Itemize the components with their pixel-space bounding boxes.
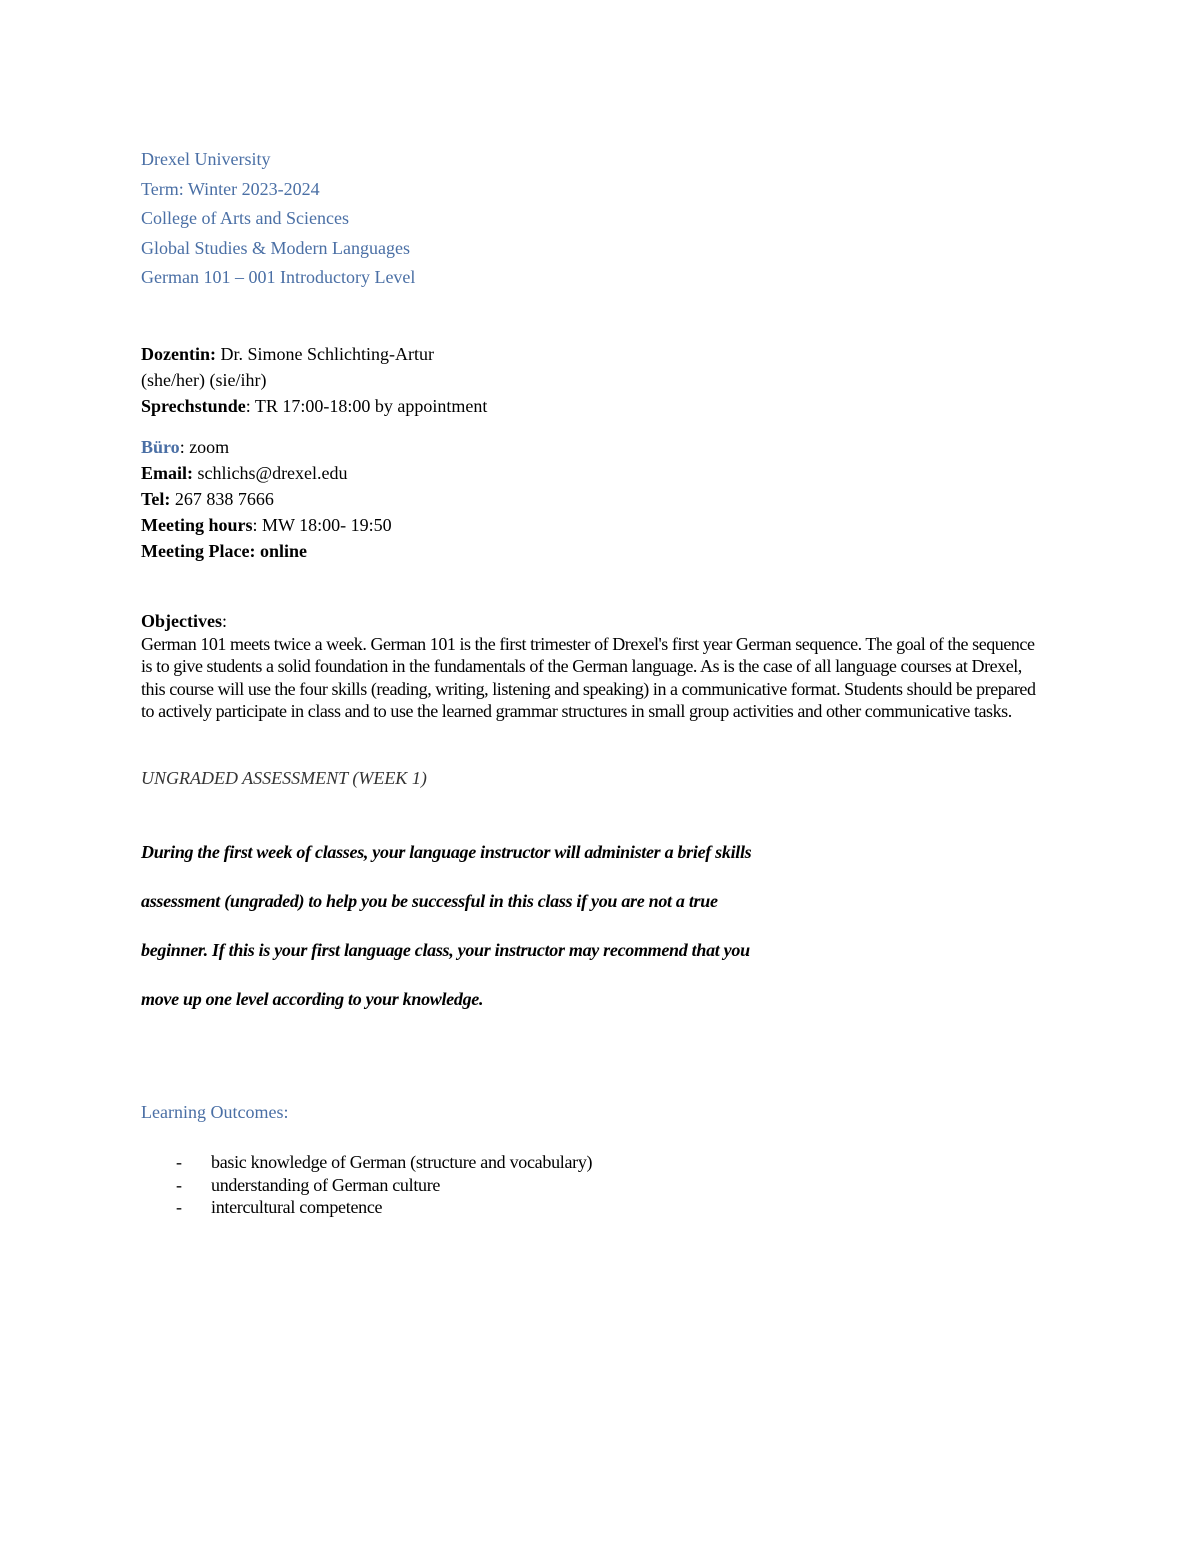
- objectives-heading: [141, 610, 1046, 633]
- office-line: [141, 434, 392, 460]
- objectives-colon: :: [221, 611, 227, 631]
- tel-line: [141, 486, 392, 512]
- assessment-paragraph: [141, 838, 901, 1034]
- meeting-place-line: [141, 538, 392, 564]
- office-value: : zoom: [179, 437, 230, 457]
- objectives-section: [141, 610, 1046, 723]
- ungraded-assessment-title: UNGRADED ASSESSMENT (WEEK 1): [141, 768, 427, 788]
- list-item: [176, 1174, 592, 1197]
- list-item: [176, 1151, 592, 1174]
- tel-value: 267 838 7666: [170, 489, 274, 509]
- email-label: Email:: [141, 463, 193, 483]
- department-name: Global Studies & Modern Languages: [141, 237, 410, 258]
- assessment-line: move up one level according to your knowledge.: [141, 989, 484, 1009]
- meeting-hours-label: Meeting hours: [141, 515, 253, 535]
- instructor-info: [141, 341, 487, 419]
- objectives-label: Objectives: [141, 611, 222, 631]
- list-item-text: intercultural competence: [211, 1197, 383, 1218]
- tel-label: Tel:: [141, 489, 171, 509]
- list-bullet: -: [176, 1152, 182, 1172]
- learning-outcomes-list: [176, 1151, 592, 1219]
- instructor-line: [141, 341, 487, 367]
- university-name: Drexel University: [141, 149, 271, 169]
- instructor-pronouns: (she/her) (sie/ihr): [141, 370, 267, 390]
- list-item-text: understanding of German culture: [211, 1174, 441, 1195]
- list-item: [176, 1196, 592, 1219]
- assessment-line: assessment (ungraded) to help you be successful in this class if you are not a true: [141, 891, 718, 911]
- contact-info: [141, 434, 392, 564]
- course-header: [141, 145, 415, 293]
- instructor-label: Dozentin:: [141, 344, 216, 364]
- office-hours-label: Sprechstunde: [141, 396, 246, 416]
- meeting-hours-value: : MW 18:00- 19:50: [252, 515, 392, 535]
- term: Term: Winter 2023-2024: [141, 178, 320, 199]
- list-item-text: basic knowledge of German (structure and vocabulary): [211, 1152, 593, 1172]
- college-name: College of Arts and Sciences: [141, 208, 349, 228]
- meeting-hours-line: [141, 512, 392, 538]
- objectives-text: German 101 meets twice a week. German 101 is the first trimester of Drexel's first year German sequence. The goal of the sequence is to give students a solid foundation in the fundamentals of the German language. As is the case of all language courses at Drexel, this course will use the four skills (reading, writing, listening and speaking) in a communicative format. Students should be prepared to actively participate in class and to use the learned grammar structures in small group activities and other communicative tasks.: [141, 633, 1036, 722]
- office-hours-value: : TR 17:00-18:00 by appointment: [245, 396, 488, 416]
- email-value: schlichs@drexel.edu: [193, 463, 348, 483]
- office-hours-line: [141, 393, 487, 419]
- list-bullet: -: [176, 1174, 182, 1195]
- assessment-line: beginner. If this is your first language class, your instructor may recommend that you: [141, 940, 750, 960]
- instructor-name: Dr. Simone Schlichting-Artur: [216, 344, 434, 364]
- meeting-place-label: Meeting Place: online: [141, 541, 307, 561]
- office-label: Büro: [141, 437, 180, 457]
- email-line: [141, 460, 392, 486]
- learning-outcomes-title: Learning Outcomes:: [141, 1102, 289, 1122]
- course-title: German 101 – 001 Introductory Level: [141, 267, 416, 287]
- assessment-line: During the first week of classes, your language instructor will administer a brief skills: [141, 842, 752, 862]
- list-bullet: -: [176, 1197, 182, 1218]
